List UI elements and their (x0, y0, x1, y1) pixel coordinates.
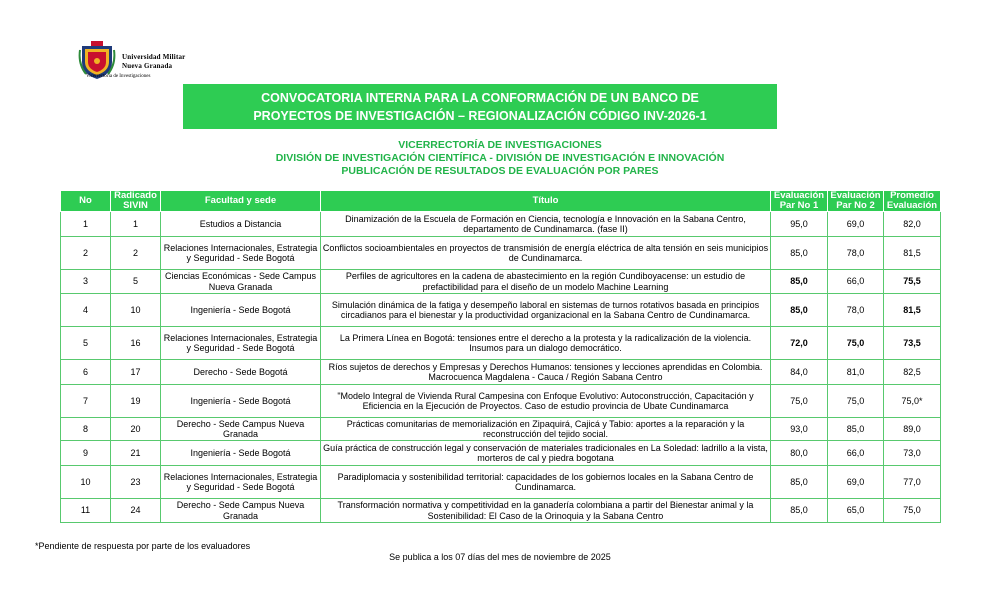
cell-par1: 85,0 (771, 237, 828, 270)
cell-facultad: Ingeniería - Sede Bogotá (161, 294, 321, 327)
subheading-divisions: DIVISIÓN DE INVESTIGACIÓN CIENTÍFICA - DIVISIÓN DE INVESTIGACIÓN E INNOVACIÓN (275, 152, 725, 164)
cell-par2: 75,0 (828, 327, 884, 360)
cell-titulo: Perfiles de agricultores en la cadena de abastecimiento en la región Cundiboyacense: un estudio de prefactibilidad para el diseño de un modelo Machine Learning (321, 270, 771, 294)
cell-facultad: Relaciones Internacionales, Estrategia y Seguridad - Sede Bogotá (161, 327, 321, 360)
cell-promedio: 82,0 (884, 212, 941, 237)
call-title-line1: CONVOCATORIA INTERNA PARA LA CONFORMACIÓN DE UN BANCO DE (261, 90, 699, 105)
cell-facultad: Ingeniería - Sede Bogotá (161, 441, 321, 466)
subheading-vicerrectoria: VICERRECTORÍA DE INVESTIGACIONES (398, 139, 602, 151)
cell-no: 11 (61, 499, 111, 523)
cell-no: 9 (61, 441, 111, 466)
publication-date: Se publica a los 07 días del mes de noviembre de 2025 (389, 552, 611, 562)
cell-par2: 78,0 (828, 237, 884, 270)
header-radicado: Radicado SIVIN (111, 191, 161, 212)
table-header-row (61, 191, 941, 212)
cell-no: 5 (61, 327, 111, 360)
cell-facultad: Derecho - Sede Campus Nueva Granada (161, 418, 321, 441)
university-name-line2: Nueva Granada (122, 62, 173, 70)
header-no: No (61, 191, 111, 212)
cell-par1: 80,0 (771, 441, 828, 466)
cell-par1: 85,0 (771, 294, 828, 327)
cell-par1: 85,0 (771, 499, 828, 523)
cell-titulo: Simulación dinámica de la fatiga y desempeño laboral en sistemas de turnos rotativos basada en principios circadianos para el bienestar y la productividad organizacional en la Sabana Centro de Cundinamarca. (321, 294, 771, 327)
university-logo (76, 38, 196, 84)
results-table (60, 190, 941, 523)
cell-par2: 69,0 (828, 466, 884, 499)
university-name-line1: Universidad Militar (122, 53, 186, 61)
header-facultad: Facultad y sede (161, 191, 321, 212)
cell-titulo: Prácticas comunitarias de memorialización en Zipaquirá, Cajicá y Tabio: aportes a la reparación y la reconstrucción del tejido social. (321, 418, 771, 441)
cell-radicado: 1 (111, 212, 161, 237)
cell-par1: 93,0 (771, 418, 828, 441)
cell-promedio: 82,5 (884, 360, 941, 385)
cell-par1: 95,0 (771, 212, 828, 237)
cell-par2: 78,0 (828, 294, 884, 327)
cell-promedio: 73,5 (884, 327, 941, 360)
cell-facultad: Derecho - Sede Bogotá (161, 360, 321, 385)
cell-no: 1 (61, 212, 111, 237)
cell-facultad: Ingeniería - Sede Bogotá (161, 385, 321, 418)
header-promedio: Promedio Evaluación (884, 191, 941, 212)
cell-radicado: 5 (111, 270, 161, 294)
cell-promedio: 81,5 (884, 237, 941, 270)
cell-par1: 85,0 (771, 466, 828, 499)
cell-promedio: 75,0 (884, 499, 941, 523)
cell-radicado: 24 (111, 499, 161, 523)
cell-radicado: 23 (111, 466, 161, 499)
cell-par2: 66,0 (828, 441, 884, 466)
cell-titulo: Ríos sujetos de derechos y Empresas y Derechos Humanos: tensiones y lecciones aprendidas en Colombia. Macrocuenca Magdalena - Cauca / Región Sabana Centro (321, 360, 771, 385)
cell-promedio: 73,0 (884, 441, 941, 466)
cell-radicado: 21 (111, 441, 161, 466)
cell-facultad: Relaciones Internacionales, Estrategia y Seguridad - Sede Bogotá (161, 466, 321, 499)
table-row (61, 499, 941, 523)
cell-facultad: Estudios a Distancia (161, 212, 321, 237)
cell-radicado: 10 (111, 294, 161, 327)
cell-titulo: Conflictos socioambientales en proyectos de transmisión de energía eléctrica de alta tensión en seis municipios de Cundinamarca. (321, 237, 771, 270)
table-row (61, 385, 941, 418)
cell-par1: 72,0 (771, 327, 828, 360)
cell-par1: 85,0 (771, 270, 828, 294)
cell-par1: 84,0 (771, 360, 828, 385)
cell-par2: 81,0 (828, 360, 884, 385)
header-titulo: Título (321, 191, 771, 212)
table-row (61, 294, 941, 327)
header-evaluacion-par1: Evaluación Par No 1 (771, 191, 828, 212)
table-row (61, 418, 941, 441)
table-row (61, 237, 941, 270)
pending-footnote: *Pendiente de respuesta por parte de los evaluadores (35, 541, 251, 551)
cell-no: 8 (61, 418, 111, 441)
cell-promedio: 89,0 (884, 418, 941, 441)
cell-titulo: Transformación normativa y competitividad en la ganadería colombiana a partir del Bienestar animal y la Sostenibilidad: El Caso de la Orinoquia y la Sabana Centro (321, 499, 771, 523)
cell-no: 3 (61, 270, 111, 294)
cell-no: 2 (61, 237, 111, 270)
table-row (61, 327, 941, 360)
cell-par2: 66,0 (828, 270, 884, 294)
cell-facultad: Derecho - Sede Campus Nueva Granada (161, 499, 321, 523)
cell-titulo: Paradiplomacia y sostenibilidad territorial: capacidades de los gobiernos locales en la Sabana Centro de Cundinamarca. (321, 466, 771, 499)
cell-no: 6 (61, 360, 111, 385)
cell-promedio: 75,0* (884, 385, 941, 418)
cell-no: 10 (61, 466, 111, 499)
cell-radicado: 20 (111, 418, 161, 441)
cell-promedio: 81,5 (884, 294, 941, 327)
cell-no: 7 (61, 385, 111, 418)
cell-facultad: Ciencias Económicas - Sede Campus Nueva Granada (161, 270, 321, 294)
cell-par2: 69,0 (828, 212, 884, 237)
cell-radicado: 16 (111, 327, 161, 360)
cell-titulo: "Modelo Integral de Vivienda Rural Campesina con Enfoque Evolutivo: Autoconstrucción, Capacitación y Eficiencia en la Ejecución de Proyectos. Caso de estudio provincia de Ubate Cundinamarca (321, 385, 771, 418)
header-evaluacion-par2: Evaluación Par No 2 (828, 191, 884, 212)
table-row (61, 466, 941, 499)
subheading-publication: PUBLICACIÓN DE RESULTADOS DE EVALUACIÓN POR PARES (341, 165, 659, 177)
table-row (61, 441, 941, 466)
cell-promedio: 75,5 (884, 270, 941, 294)
cell-facultad: Relaciones Internacionales, Estrategia y Seguridad - Sede Bogotá (161, 237, 321, 270)
cell-par2: 65,0 (828, 499, 884, 523)
office-name: Vicerrectoría de Investigaciones (86, 74, 151, 79)
cell-par2: 75,0 (828, 385, 884, 418)
cell-par2: 85,0 (828, 418, 884, 441)
cell-radicado: 19 (111, 385, 161, 418)
cell-titulo: Guía práctica de construcción legal y conservación de materiales tradicionales en La Soledad: ladrillo a la vista, morteros de cal y piedra bogotana (321, 441, 771, 466)
cell-par1: 75,0 (771, 385, 828, 418)
cell-radicado: 2 (111, 237, 161, 270)
call-title-line2: PROYECTOS DE INVESTIGACIÓN – REGIONALIZACIÓN CÓDIGO INV-2026-1 (253, 108, 707, 123)
table-row (61, 360, 941, 385)
table-row (61, 270, 941, 294)
cell-no: 4 (61, 294, 111, 327)
cell-promedio: 77,0 (884, 466, 941, 499)
cell-radicado: 17 (111, 360, 161, 385)
call-title-banner (183, 84, 777, 129)
cell-titulo: Dinamización de la Escuela de Formación en Ciencia, tecnología e Innovación en la Sabana Centro, departamento de Cundinamarca. (fase II) (321, 212, 771, 237)
table-row (61, 212, 941, 237)
cell-titulo: La Primera Línea en Bogotá: tensiones entre el derecho a la protesta y la radicalización de la violencia. Insumos para un dialogo democrático. (321, 327, 771, 360)
